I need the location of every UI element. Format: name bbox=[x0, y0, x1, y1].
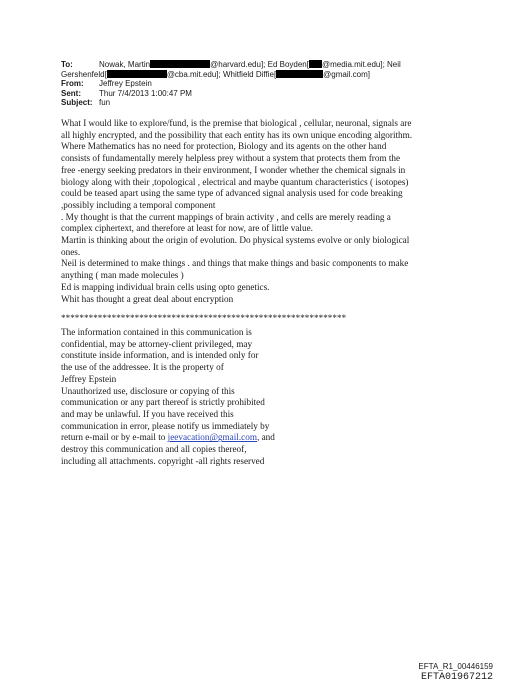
body-line: Martin is thinking about the origin of evolution. Do physical systems evolve or only biological bbox=[61, 235, 410, 246]
body-line: complex ciphertext, and therefore at least for now, are of little value. bbox=[61, 223, 313, 234]
subject-label: Subject: bbox=[61, 98, 93, 108]
disclaimer-link-suffix: , and bbox=[256, 432, 275, 443]
sent-value: Thur 7/4/2013 1:00:47 PM bbox=[99, 88, 192, 98]
to-recipient-4: Gershenfeld[ bbox=[61, 69, 107, 79]
body-line: Ed is mapping individual brain cells using opto genetics. bbox=[61, 281, 270, 292]
subject-value: fun bbox=[99, 98, 111, 108]
body-line: could be teased apart using the same type of advanced signal analysis used for code breaking bbox=[61, 188, 403, 199]
email-body bbox=[61, 118, 461, 305]
body-line: Where Mathematics has no need for protection, Biology and its agents on the other hand bbox=[61, 141, 387, 152]
to-recipient-5: @cba.mit.edu]; Whitfield Diffie[ bbox=[166, 69, 277, 79]
disclaimer-line: The information contained in this communication is bbox=[61, 327, 252, 337]
email-header bbox=[61, 60, 481, 108]
from-row bbox=[61, 79, 481, 89]
redaction-bar bbox=[309, 60, 322, 68]
to-row-continued bbox=[61, 70, 481, 80]
redaction-bar bbox=[107, 70, 167, 78]
disclaimer-line: constitute inside information, and is intended only for bbox=[61, 350, 259, 361]
disclaimer-line: and may be unlawful. If you have received this bbox=[61, 408, 234, 419]
bates-number: EFTA01967212 bbox=[420, 672, 493, 683]
to-recipient-6: @gmail.com] bbox=[323, 69, 370, 79]
disclaimer-line: Jeffrey Epstein bbox=[61, 373, 117, 384]
disclaimer-link-line bbox=[61, 432, 321, 444]
to-row bbox=[61, 60, 481, 70]
body-line: consists of fundamentally merely helpless prey without a system that protects them from the bbox=[61, 153, 401, 164]
disclaimer-line: Unauthorized use, disclosure or copying of this bbox=[61, 385, 235, 396]
disclaimer-line: communication in error, please notify us immediately by bbox=[61, 420, 270, 431]
body-line: all highly encrypted, and the possibility that each entity has its own unique encoding algorithm. bbox=[61, 129, 413, 140]
body-line: anything ( man made molecules ) bbox=[61, 270, 184, 281]
disclaimer-line: the use of the addressee. It is the property of bbox=[61, 362, 224, 373]
to-label: To: bbox=[61, 60, 73, 69]
bates-number-small: EFTA_R1_00446159 bbox=[418, 662, 493, 671]
body-line: Neil is determined to make things . and things that make things and basic components to make bbox=[61, 258, 409, 269]
body-line: free -energy seeking predators in their environment, I wonder whether the chemical signals in bbox=[61, 164, 406, 175]
subject-row bbox=[61, 98, 481, 108]
sent-label: Sent: bbox=[61, 88, 81, 98]
to-recipient-3: @media.mit.edu]; Neil bbox=[321, 60, 401, 69]
disclaimer-line: communication or any part thereof is strictly prohibited bbox=[61, 397, 265, 408]
disclaimer-line: including all attachments. copyright -all rights reserved bbox=[61, 455, 265, 466]
from-value: Jeffrey Epstein bbox=[99, 79, 152, 89]
redaction-bar bbox=[276, 70, 323, 78]
to-value-continued bbox=[61, 70, 481, 80]
disclaimer-line: confidential, may be attorney-client privileged, may bbox=[61, 338, 253, 349]
confidentiality-disclaimer bbox=[61, 327, 321, 467]
separator-line: ************************************************************** bbox=[61, 313, 347, 323]
body-line: ,possibly including a temporal component bbox=[61, 199, 216, 210]
disclaimer-link-prefix: return e-mail or by e-mail to bbox=[61, 432, 168, 443]
body-line: biology along with their ,topological , electrical and maybe quantum characteristics ( isotopes) bbox=[61, 176, 409, 187]
to-value bbox=[99, 60, 481, 70]
body-line: Whit has thought a great deal about encryption bbox=[61, 293, 234, 304]
to-recipient-1: Nowak, Martin bbox=[99, 60, 151, 69]
sent-row bbox=[61, 89, 481, 99]
disclaimer-line: destroy this communication and all copies thereof, bbox=[61, 444, 247, 455]
from-label: From: bbox=[61, 79, 84, 89]
to-recipient-2: @harvard.edu]; Ed Boyden[ bbox=[210, 60, 309, 69]
body-line: . My thought is that the current mappings of brain activity , and cells are merely reading a bbox=[61, 211, 391, 222]
redaction-bar bbox=[150, 60, 210, 68]
body-line: ones. bbox=[61, 246, 81, 257]
body-line: What I would like to explore/fund, is the premise that biological , cellular, neuronal, signals are bbox=[61, 118, 412, 128]
email-link[interactable]: jeevacation@gmail.com bbox=[167, 432, 257, 443]
